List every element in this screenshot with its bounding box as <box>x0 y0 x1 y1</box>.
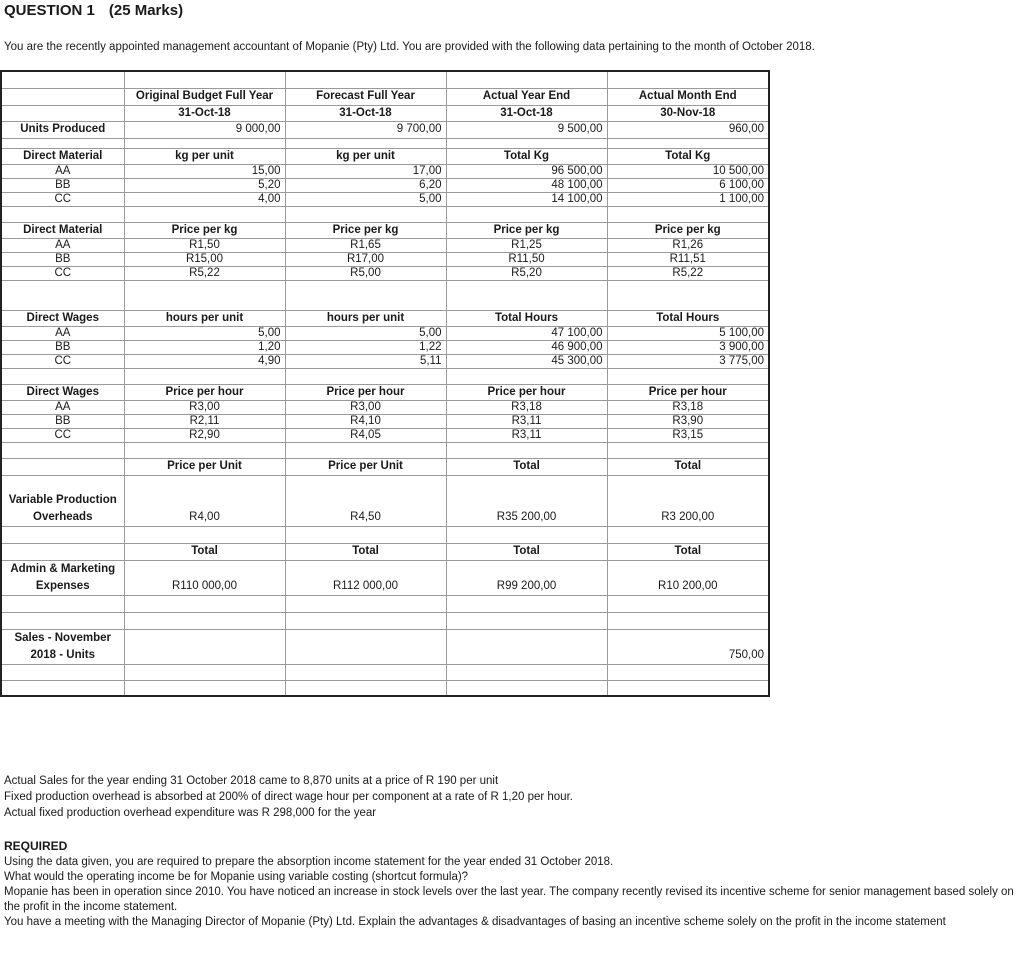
table-row <box>1 400 769 414</box>
component-label: BB <box>1 340 124 354</box>
value-cell: R5,00 <box>285 266 446 280</box>
section-subheader: Price per kg <box>446 222 607 238</box>
section-subheader: kg per unit <box>285 148 446 164</box>
empty-cell <box>285 280 446 310</box>
column-date-row <box>1 105 769 121</box>
section-subheader: hours per unit <box>285 310 446 326</box>
empty-cell <box>446 595 607 612</box>
sales-row <box>1 629 769 664</box>
section-label: Direct Wages <box>1 384 124 400</box>
section-subheader: kg per unit <box>124 148 285 164</box>
empty-cell <box>285 71 446 88</box>
value-cell: 46 900,00 <box>446 340 607 354</box>
blank-row <box>1 595 769 612</box>
component-label: CC <box>1 354 124 368</box>
empty-cell <box>285 138 446 148</box>
value-cell: R1,65 <box>285 238 446 252</box>
section-subheader: Total <box>124 543 285 560</box>
table-row <box>1 428 769 442</box>
empty-cell <box>1 458 124 475</box>
empty-cell <box>607 280 769 310</box>
value-cell: 5 100,00 <box>607 326 769 340</box>
empty-cell <box>1 280 124 310</box>
empty-cell <box>607 206 769 222</box>
empty-cell <box>1 595 124 612</box>
value-cell: R2,90 <box>124 428 285 442</box>
empty-cell <box>446 442 607 458</box>
table-row <box>1 340 769 354</box>
table-row <box>1 354 769 368</box>
note-line: Actual fixed production overhead expenditure was R 298,000 for the year <box>4 807 377 819</box>
column-title-row <box>1 88 769 105</box>
value-cell: R112 000,00 <box>285 560 446 595</box>
empty-cell <box>446 138 607 148</box>
vpo-row <box>1 475 769 526</box>
notes <box>4 773 573 821</box>
empty-cell <box>1 138 124 148</box>
component-label: AA <box>1 326 124 340</box>
required-title: REQUIRED <box>4 839 68 853</box>
empty-cell <box>124 664 285 680</box>
empty-cell <box>124 612 285 629</box>
column-title: Actual Month End <box>607 88 769 105</box>
empty-cell <box>285 664 446 680</box>
empty-cell <box>285 442 446 458</box>
value-cell: R3,11 <box>446 414 607 428</box>
section-header-row <box>1 384 769 400</box>
empty-cell <box>1 88 124 105</box>
section-subheader: Total <box>446 458 607 475</box>
value-cell: 3 900,00 <box>607 340 769 354</box>
section-subheader: Total Kg <box>607 148 769 164</box>
value-cell: 10 500,00 <box>607 164 769 178</box>
value-cell: 48 100,00 <box>446 178 607 192</box>
blank-row <box>1 526 769 543</box>
table-row <box>1 252 769 266</box>
empty-cell <box>607 680 769 696</box>
component-label: BB <box>1 178 124 192</box>
value-cell: 4,90 <box>124 354 285 368</box>
value-cell: R110 000,00 <box>124 560 285 595</box>
value-cell: 5,00 <box>285 192 446 206</box>
value-cell: R35 200,00 <box>446 475 607 526</box>
component-label: BB <box>1 414 124 428</box>
empty-cell <box>124 680 285 696</box>
empty-cell <box>446 526 607 543</box>
section-label: Direct Material <box>1 222 124 238</box>
blank-row <box>1 680 769 696</box>
value-cell: 9 500,00 <box>446 121 607 138</box>
empty-cell <box>124 280 285 310</box>
value-cell: 96 500,00 <box>446 164 607 178</box>
row-label: Sales - November 2018 - Units <box>1 629 124 664</box>
value-cell: R3,00 <box>285 400 446 414</box>
required-line: What would the operating income be for Mopanie using variable costing (shortcut formula)? <box>4 871 469 883</box>
section-subheader: hours per unit <box>124 310 285 326</box>
value-cell: 6,20 <box>285 178 446 192</box>
section-header-row <box>1 310 769 326</box>
value-cell: R5,22 <box>124 266 285 280</box>
value-cell: 5,11 <box>285 354 446 368</box>
value-cell: R3,15 <box>607 428 769 442</box>
value-cell: R4,00 <box>124 475 285 526</box>
table-row <box>1 192 769 206</box>
column-date: 31-Oct-18 <box>124 105 285 121</box>
empty-cell <box>285 526 446 543</box>
component-label: CC <box>1 428 124 442</box>
section-subheader: Price per Unit <box>124 458 285 475</box>
row-label: Variable Production Overheads <box>1 475 124 526</box>
section-subheader: Price per kg <box>607 222 769 238</box>
value-cell: R5,20 <box>446 266 607 280</box>
section-subheader: Price per kg <box>124 222 285 238</box>
value-cell: R3,18 <box>607 400 769 414</box>
value-cell: 9 700,00 <box>285 121 446 138</box>
empty-cell <box>1 612 124 629</box>
section-header-row <box>1 458 769 475</box>
value-cell: 6 100,00 <box>607 178 769 192</box>
empty-cell <box>607 595 769 612</box>
component-label: AA <box>1 238 124 252</box>
blank-row <box>1 71 769 88</box>
section-header-row <box>1 222 769 238</box>
empty-cell <box>446 680 607 696</box>
value-cell: 5,00 <box>285 326 446 340</box>
note-line: Actual Sales for the year ending 31 October 2018 came to 8,870 units at a price of R 190 per unit <box>4 775 499 787</box>
empty-cell <box>1 71 124 88</box>
required-line: Mopanie has been in operation since 2010. You have noticed an increase in stock levels over the last year. The company recently revised its incentive scheme for senior management based solely on the profit in the income statement. <box>4 886 1014 913</box>
row-label: Units Produced <box>1 121 124 138</box>
empty-cell <box>446 71 607 88</box>
data-table <box>0 70 770 697</box>
table-row <box>1 164 769 178</box>
value-cell: 14 100,00 <box>446 192 607 206</box>
blank-row <box>1 280 769 310</box>
blank-row <box>1 206 769 222</box>
empty-cell <box>446 280 607 310</box>
value-cell: 1,20 <box>124 340 285 354</box>
component-label: AA <box>1 164 124 178</box>
section-subheader: Price per kg <box>285 222 446 238</box>
empty-cell <box>607 612 769 629</box>
empty-cell <box>607 368 769 384</box>
section-subheader: Price per Unit <box>285 458 446 475</box>
value-cell: 4,00 <box>124 192 285 206</box>
section-subheader: Price per hour <box>124 384 285 400</box>
value-cell: R17,00 <box>285 252 446 266</box>
section-subheader: Price per hour <box>446 384 607 400</box>
empty-cell <box>607 71 769 88</box>
value-cell: 17,00 <box>285 164 446 178</box>
empty-cell <box>1 368 124 384</box>
value-cell: 5,00 <box>124 326 285 340</box>
column-title: Forecast Full Year <box>285 88 446 105</box>
value-cell: R4,50 <box>285 475 446 526</box>
blank-row <box>1 138 769 148</box>
table-row <box>1 238 769 252</box>
section-subheader: Total <box>607 543 769 560</box>
table-row <box>1 326 769 340</box>
blank-row <box>1 612 769 629</box>
empty-cell <box>285 612 446 629</box>
column-title: Actual Year End <box>446 88 607 105</box>
empty-cell <box>285 368 446 384</box>
value-cell: 9 000,00 <box>124 121 285 138</box>
value-cell: 3 775,00 <box>607 354 769 368</box>
section-header-row <box>1 543 769 560</box>
section-subheader: Total <box>446 543 607 560</box>
required-section <box>4 839 1022 930</box>
column-title: Original Budget Full Year <box>124 88 285 105</box>
section-subheader: Total <box>285 543 446 560</box>
section-subheader: Total Kg <box>446 148 607 164</box>
value-cell: R10 200,00 <box>607 560 769 595</box>
required-line: You have a meeting with the Managing Director of Mopanie (Pty) Ltd. Explain the advantages & disadvantages of basing an incentive scheme solely on the profit in the income statement <box>4 916 946 928</box>
empty-cell <box>124 138 285 148</box>
value-cell: R5,22 <box>607 266 769 280</box>
empty-cell <box>1 442 124 458</box>
value-cell: R99 200,00 <box>446 560 607 595</box>
value-cell: 5,20 <box>124 178 285 192</box>
section-subheader: Total Hours <box>446 310 607 326</box>
empty-cell <box>124 368 285 384</box>
value-cell: R3,90 <box>607 414 769 428</box>
table-row <box>1 414 769 428</box>
table-row <box>1 178 769 192</box>
value-cell: R4,05 <box>285 428 446 442</box>
empty-cell <box>285 629 446 664</box>
empty-cell <box>1 105 124 121</box>
empty-cell <box>607 664 769 680</box>
empty-cell <box>607 442 769 458</box>
value-cell: 960,00 <box>607 121 769 138</box>
empty-cell <box>124 526 285 543</box>
value-cell: 45 300,00 <box>446 354 607 368</box>
empty-cell <box>607 526 769 543</box>
empty-cell <box>285 595 446 612</box>
section-subheader: Total <box>607 458 769 475</box>
section-subheader: Price per hour <box>607 384 769 400</box>
section-header-row <box>1 148 769 164</box>
section-subheader: Total Hours <box>607 310 769 326</box>
empty-cell <box>1 680 124 696</box>
empty-cell <box>285 680 446 696</box>
value-cell: R3,00 <box>124 400 285 414</box>
table-row <box>1 266 769 280</box>
required-line: Using the data given, you are required to prepare the absorption income statement for the year ended 31 October 2018. <box>4 856 614 868</box>
component-label: BB <box>1 252 124 266</box>
empty-cell <box>607 138 769 148</box>
component-label: CC <box>1 192 124 206</box>
value-cell: R11,50 <box>446 252 607 266</box>
column-date: 30-Nov-18 <box>607 105 769 121</box>
empty-cell <box>124 71 285 88</box>
empty-cell <box>1 664 124 680</box>
question-heading <box>4 2 183 19</box>
empty-cell <box>446 368 607 384</box>
blank-row <box>1 368 769 384</box>
section-subheader: Price per hour <box>285 384 446 400</box>
empty-cell <box>124 206 285 222</box>
empty-cell <box>124 442 285 458</box>
empty-cell <box>124 629 285 664</box>
blank-row <box>1 664 769 680</box>
empty-cell <box>124 595 285 612</box>
value-cell: 1,22 <box>285 340 446 354</box>
value-cell: R3,11 <box>446 428 607 442</box>
value-cell: R4,10 <box>285 414 446 428</box>
value-cell: R1,26 <box>607 238 769 252</box>
value-cell: R11,51 <box>607 252 769 266</box>
section-label: Direct Material <box>1 148 124 164</box>
row-label: Admin & Marketing Expenses <box>1 560 124 595</box>
empty-cell <box>1 526 124 543</box>
empty-cell <box>446 206 607 222</box>
column-date: 31-Oct-18 <box>285 105 446 121</box>
data-table-body <box>1 71 769 696</box>
question-number: QUESTION 1 <box>4 2 95 19</box>
empty-cell <box>446 612 607 629</box>
component-label: AA <box>1 400 124 414</box>
section-label: Direct Wages <box>1 310 124 326</box>
value-cell: 750,00 <box>607 629 769 664</box>
blank-row <box>1 442 769 458</box>
value-cell: 47 100,00 <box>446 326 607 340</box>
question-marks: (25 Marks) <box>108 2 184 19</box>
value-cell: R1,50 <box>124 238 285 252</box>
value-cell: R3 200,00 <box>607 475 769 526</box>
component-label: CC <box>1 266 124 280</box>
empty-cell <box>1 206 124 222</box>
empty-cell <box>446 629 607 664</box>
value-cell: R2,11 <box>124 414 285 428</box>
intro-text: You are the recently appointed management accountant of Mopanie (Pty) Ltd. You are provided with the following data pertaining to the month of October 2018. <box>4 41 815 53</box>
value-cell: 15,00 <box>124 164 285 178</box>
value-cell: R15,00 <box>124 252 285 266</box>
value-cell: 1 100,00 <box>607 192 769 206</box>
value-cell: R3,18 <box>446 400 607 414</box>
note-line: Fixed production overhead is absorbed at 200% of direct wage hour per component at a rate of R 1,20 per hour. <box>4 791 573 803</box>
empty-cell <box>446 664 607 680</box>
admin-row <box>1 560 769 595</box>
value-cell: R1,25 <box>446 238 607 252</box>
column-date: 31-Oct-18 <box>446 105 607 121</box>
empty-cell <box>285 206 446 222</box>
empty-cell <box>1 543 124 560</box>
units-row <box>1 121 769 138</box>
